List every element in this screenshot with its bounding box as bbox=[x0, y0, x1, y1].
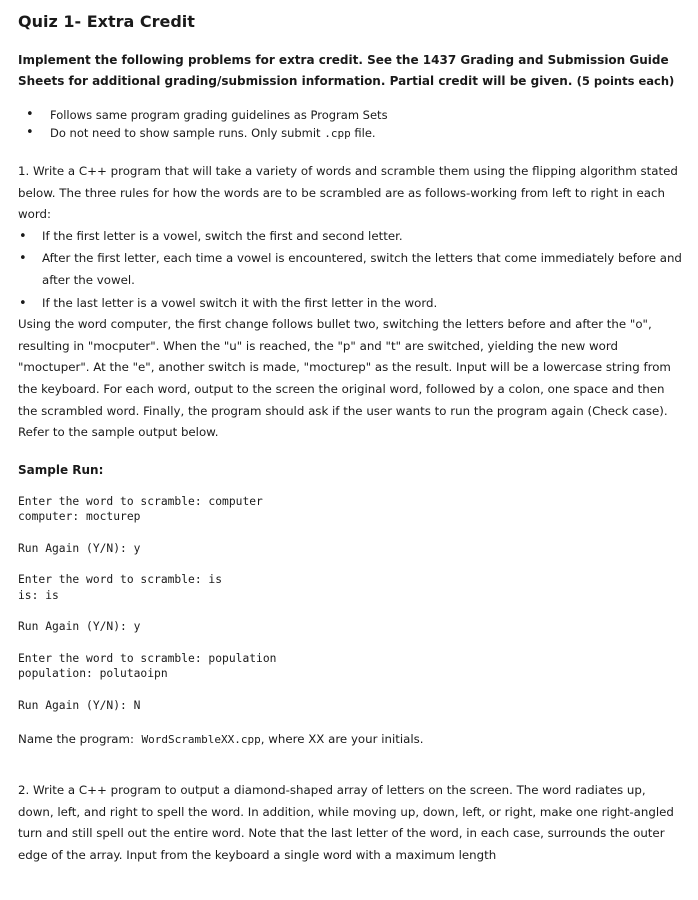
sample-line: Enter the word to scramble: population bbox=[18, 651, 277, 665]
sample-line: computer: mocturep bbox=[18, 510, 141, 524]
intro-points: (5 points each) bbox=[576, 74, 675, 88]
sample-line: Run Again (Y/N): y bbox=[18, 541, 141, 555]
guideline-item bbox=[18, 124, 682, 143]
sample-line: is: is bbox=[18, 588, 59, 602]
problem-2-text: 2. Write a C++ program to output a diamond-shaped array of letters on the screen. The word radiates up, down, left, and right to spell the word. In addition, while moving up, down, left, or right, make one right-angled turn and still spell out the entire word. Note that the last letter of the word, in each case, surrounds the outer edge of the array. Input from the keyboard a single word with a maximum length bbox=[18, 783, 674, 862]
sample-line: Enter the word to scramble: computer bbox=[18, 494, 263, 508]
guideline-item bbox=[18, 106, 682, 124]
sample-line: population: polutaoipn bbox=[18, 667, 168, 681]
document-page bbox=[18, 8, 682, 867]
intro-text: Implement the following problems for extra credit. See the 1437 Grading and Submission Guide Sheets for additional grading/submission information. Partial credit will be given. bbox=[18, 53, 669, 88]
rule-item: • After the first letter, each time a vowel is encountered, switch the letters that come immediately before and after the vowel. bbox=[18, 248, 682, 291]
page-title: Quiz 1- Extra Credit bbox=[18, 12, 195, 31]
guideline-text: Do not need to show sample runs. Only submit bbox=[50, 126, 325, 140]
sample-output-block bbox=[18, 494, 682, 714]
program-name-prefix: Name the program: bbox=[18, 732, 142, 747]
scramble-rules-list bbox=[18, 226, 682, 314]
sample-line: Run Again (Y/N): N bbox=[18, 698, 141, 712]
program-filename: WordScrambleXX.cpp bbox=[141, 733, 261, 747]
sample-run-heading: Sample Run: bbox=[18, 462, 104, 477]
guideline-text: file. bbox=[350, 126, 376, 140]
sample-line: Run Again (Y/N): y bbox=[18, 620, 141, 634]
guidelines-list bbox=[18, 106, 682, 143]
sample-line: Enter the word to scramble: is bbox=[18, 573, 223, 587]
guideline-code: .cpp bbox=[324, 127, 351, 140]
rule-item: • If the last letter is a vowel switch it with the first letter in the word. bbox=[18, 293, 682, 315]
rule-item: • If the first letter is a vowel, switch the first and second letter. bbox=[18, 226, 682, 248]
problem-1-explanation: Using the word computer, the first change follows bullet two, switching the letters before and after the "o", resulting in "mocputer". When the "u" is reached, the "p" and "t" are switched, yielding the new word "moctuper". At the "e", another switch is made, "mocturep" as the result. Input will be a lowercase string from the keyboard. For each word, output to the screen the original word, followed by a colon, one space and then the scrambled word. Finally, the program should ask if the user wants to run the program again (Check case). Refer to the sample output below. bbox=[18, 317, 671, 440]
guideline-text: Follows same program grading guidelines as Program Sets bbox=[50, 108, 388, 122]
problem-1-intro: 1. Write a C++ program that will take a variety of words and scramble them using the flipping algorithm stated below. The three rules for how the words are to be scrambled are as follows-working from left to right in each word: bbox=[18, 164, 678, 222]
program-name-suffix: , where XX are your initials. bbox=[260, 732, 424, 747]
intro-paragraph bbox=[18, 50, 682, 92]
program-name-line bbox=[18, 729, 682, 750]
